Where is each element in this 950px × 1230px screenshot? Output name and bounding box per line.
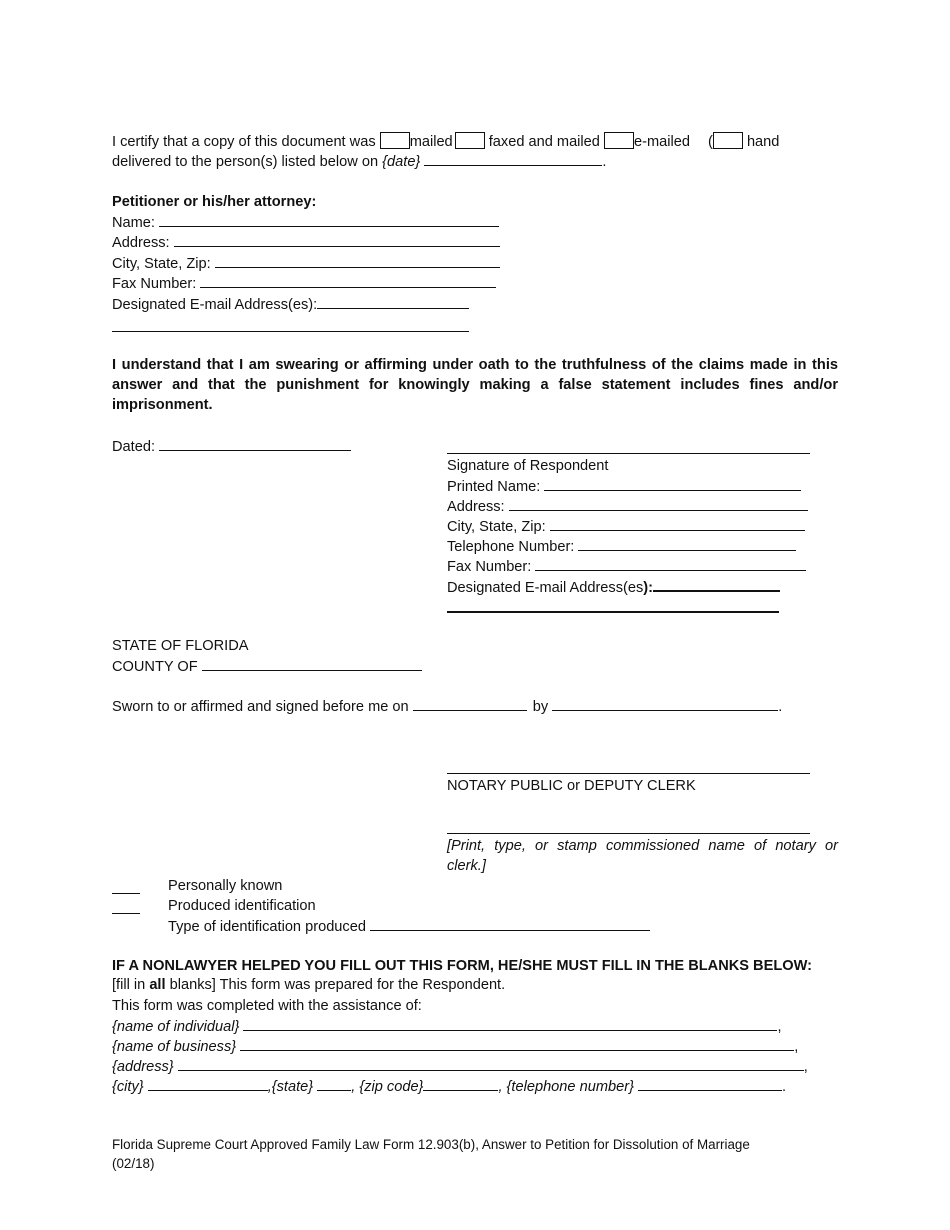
dated-field[interactable] <box>159 436 351 451</box>
service-method-line: I certify that a copy of this document was mailed faxed and mailed e-mailed ( hand <box>112 134 780 150</box>
nonlawyer-zip-field[interactable] <box>423 1076 498 1091</box>
hand-delivered-checkbox[interactable] <box>713 132 743 149</box>
respondent-city-row: City, State, Zip: <box>447 516 805 537</box>
nonlawyer-city-field[interactable] <box>148 1076 268 1091</box>
petitioner-heading: Petitioner or his/her attorney: <box>112 194 317 210</box>
respondent-printed-name-field[interactable] <box>544 476 801 491</box>
respondent-fax-field[interactable] <box>535 556 806 571</box>
personally-known-blank[interactable] <box>112 893 140 894</box>
respondent-email-field[interactable] <box>653 576 780 592</box>
petitioner-fax-row: Fax Number: <box>112 273 496 294</box>
county-field[interactable] <box>202 656 422 671</box>
petitioner-name-field[interactable] <box>159 212 499 227</box>
notary-print-instruction: [Print, type, or stamp commissioned name of notary or clerk.] <box>447 838 838 874</box>
id-type-field[interactable] <box>370 916 650 931</box>
dated-row: Dated: <box>112 436 351 457</box>
petitioner-address-field[interactable] <box>174 232 500 247</box>
petitioner-name-row: Name: <box>112 212 499 233</box>
produced-id-label: Produced identification <box>168 898 316 914</box>
completed-with-assistance: This form was completed with the assistance of: <box>112 998 422 1014</box>
nonlawyer-state-field[interactable] <box>317 1076 351 1091</box>
respondent-email-row: Designated E-mail Address(es): <box>447 576 780 598</box>
signature-of-respondent-label: Signature of Respondent <box>447 458 609 474</box>
petitioner-city-row: City, State, Zip: <box>112 253 500 274</box>
produced-id-blank[interactable] <box>112 913 140 914</box>
respondent-address-field[interactable] <box>509 496 808 511</box>
mailed-checkbox[interactable] <box>380 132 410 149</box>
nonlawyer-address-field[interactable] <box>178 1056 804 1071</box>
city-state-zip-phone-row: {city} ,{state} , {zip code} , {telephone number} . <box>112 1076 786 1097</box>
respondent-fax-row: Fax Number: <box>447 556 806 577</box>
delivery-date-field[interactable] <box>424 151 602 166</box>
respondent-printed-name-row: Printed Name: <box>447 476 801 497</box>
id-type-row: Type of identification produced <box>168 916 650 937</box>
respondent-email-field-2[interactable] <box>447 611 779 613</box>
state-of-florida: STATE OF FLORIDA <box>112 638 249 654</box>
petitioner-address-row: Address: <box>112 232 500 253</box>
respondent-city-field[interactable] <box>550 516 805 531</box>
form-footer-date: (02/18) <box>112 1156 155 1171</box>
sworn-by-field[interactable] <box>552 696 778 711</box>
petitioner-email-field-2[interactable] <box>112 331 469 332</box>
respondent-telephone-field[interactable] <box>578 536 796 551</box>
respondent-telephone-row: Telephone Number: <box>447 536 796 557</box>
address-row: {address} , <box>112 1056 808 1077</box>
petitioner-fax-field[interactable] <box>200 273 496 288</box>
county-row: COUNTY OF <box>112 656 422 677</box>
petitioner-email-field[interactable] <box>317 294 469 309</box>
fill-all-instruction: [fill in all blanks] This form was prepared for the Respondent. <box>112 977 506 993</box>
notary-printed-name-line[interactable] <box>447 833 810 834</box>
sworn-row: Sworn to or affirmed and signed before me on by . <box>112 696 782 717</box>
individual-name-field[interactable] <box>243 1016 777 1031</box>
faxed-mailed-checkbox[interactable] <box>455 132 485 149</box>
oath-statement: I understand that I am swearing or affirming under oath to the truthfulness of the claims made in this answer and that the punishment for knowingly making a false statement includes fines and/or imprisonment. <box>112 357 838 413</box>
respondent-address-row: Address: <box>447 496 808 517</box>
notary-title: NOTARY PUBLIC or DEPUTY CLERK <box>447 778 696 794</box>
respondent-signature-line[interactable] <box>447 453 810 454</box>
delivery-date-line: delivered to the person(s) listed below on {date} . <box>112 151 606 172</box>
business-row: {name of business} , <box>112 1036 798 1057</box>
business-name-field[interactable] <box>240 1036 794 1051</box>
petitioner-city-field[interactable] <box>215 253 500 268</box>
notary-signature-line[interactable] <box>447 773 810 774</box>
sworn-date-field[interactable] <box>413 696 527 711</box>
individual-row: {name of individual} , <box>112 1016 782 1037</box>
personally-known-label: Personally known <box>168 878 283 894</box>
petitioner-email-row: Designated E-mail Address(es): <box>112 294 469 315</box>
emailed-checkbox[interactable] <box>604 132 634 149</box>
nonlawyer-telephone-field[interactable] <box>638 1076 782 1091</box>
nonlawyer-heading: IF A NONLAWYER HELPED YOU FILL OUT THIS FORM, HE/SHE MUST FILL IN THE BLANKS BELOW: <box>112 958 812 974</box>
form-footer-title: Florida Supreme Court Approved Family Law Form 12.903(b), Answer to Petition for Dissolution of Marriage <box>112 1137 750 1152</box>
